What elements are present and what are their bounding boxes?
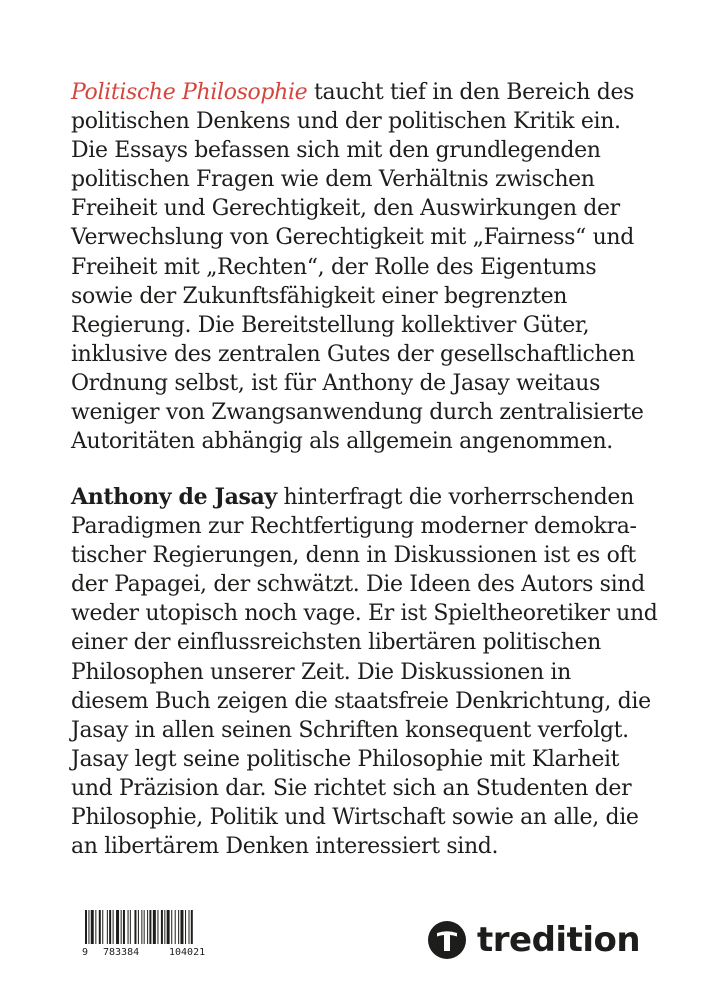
paragraph-line: weder utopisch noch vage. Er ist Spieltheoretiker und — [71, 601, 658, 627]
paragraph-line: politischen Denkens und der politischen Kritik ein. — [71, 109, 621, 135]
paragraph-line: sowie der Zukunftsfähigkeit einer begrenzten — [71, 283, 568, 309]
paragraph-line: Jasay in allen seinen Schriften konsequent verfolgt. — [71, 717, 629, 743]
barcode-digit-group-1: 783384 — [103, 947, 140, 958]
paragraph-line: Regierung. Die Bereitstellung kollektiver Güter, — [71, 312, 590, 338]
book-title-highlight: Politische Philosophie — [71, 80, 308, 105]
paragraph-line: Philosophen unserer Zeit. Die Diskussionen in — [71, 659, 571, 685]
paragraph-line: Jasay legt seine politische Philosophie mit Klarheit — [71, 746, 620, 772]
paragraph-line: Philosophie, Politik und Wirtschaft sowie an alle, die — [71, 805, 639, 831]
paragraph-line: Verwechslung von Gerechtigkeit mit „Fairness“ und — [71, 225, 634, 251]
publisher-name: tredition — [477, 920, 641, 960]
description-paragraph-1 — [71, 78, 651, 456]
paragraph-line: Ordnung selbst, ist für Anthony de Jasay weitaus — [71, 370, 601, 396]
paragraph-line: weniger von Zwangsanwendung durch zentralisierte — [71, 400, 644, 426]
paragraph-line: Freiheit und Gerechtigkeit, den Auswirkungen der — [71, 196, 620, 222]
paragraph-line: Freiheit mit „Rechten“, der Rolle des Eigentums — [71, 254, 597, 280]
barcode-digits — [81, 944, 217, 962]
paragraph-line: Anthony de Jasay hinterfragt die vorherrschenden — [71, 484, 634, 510]
paragraph-line: und Präzision dar. Sie richtet sich an Studenten der — [71, 775, 632, 801]
paragraph-line: einer der einflussreichsten libertären politischen — [71, 630, 601, 656]
paragraph-line: an libertärem Denken interessiert sind. — [71, 834, 499, 860]
author-name-highlight: Anthony de Jasay — [71, 484, 277, 510]
tredition-logo-icon — [427, 920, 467, 960]
barcode-digit-group-2: 104021 — [169, 947, 206, 958]
paragraph-line: politischen Fragen wie dem Verhältnis zwischen — [71, 167, 595, 193]
paragraph-line: Autoritäten abhängig als allgemein angenommen. — [71, 429, 613, 455]
paragraph-line: Die Essays befassen sich mit den grundlegenden — [71, 138, 601, 164]
description-paragraph-2 — [71, 483, 658, 861]
paragraph-line: diesem Buch zeigen die staatsfreie Denkrichtung, die — [71, 688, 651, 714]
paragraph-line: inklusive des zentralen Gutes der gesellschaftlichen — [71, 341, 635, 367]
paragraph-line: der Papagei, der schwätzt. Die Ideen des Autors sind — [71, 572, 645, 598]
publisher-brand — [427, 914, 640, 966]
barcode-digit-first: 9 — [82, 947, 89, 958]
paragraph-line: tischer Regierungen, denn in Diskussionen ist es oft — [71, 543, 636, 569]
paragraph-line: Politische Philosophie taucht tief in den Bereich des — [71, 80, 635, 105]
isbn-barcode — [81, 910, 217, 962]
paragraph-line: Paradigmen zur Rechtfertigung moderner demokra- — [71, 514, 637, 540]
